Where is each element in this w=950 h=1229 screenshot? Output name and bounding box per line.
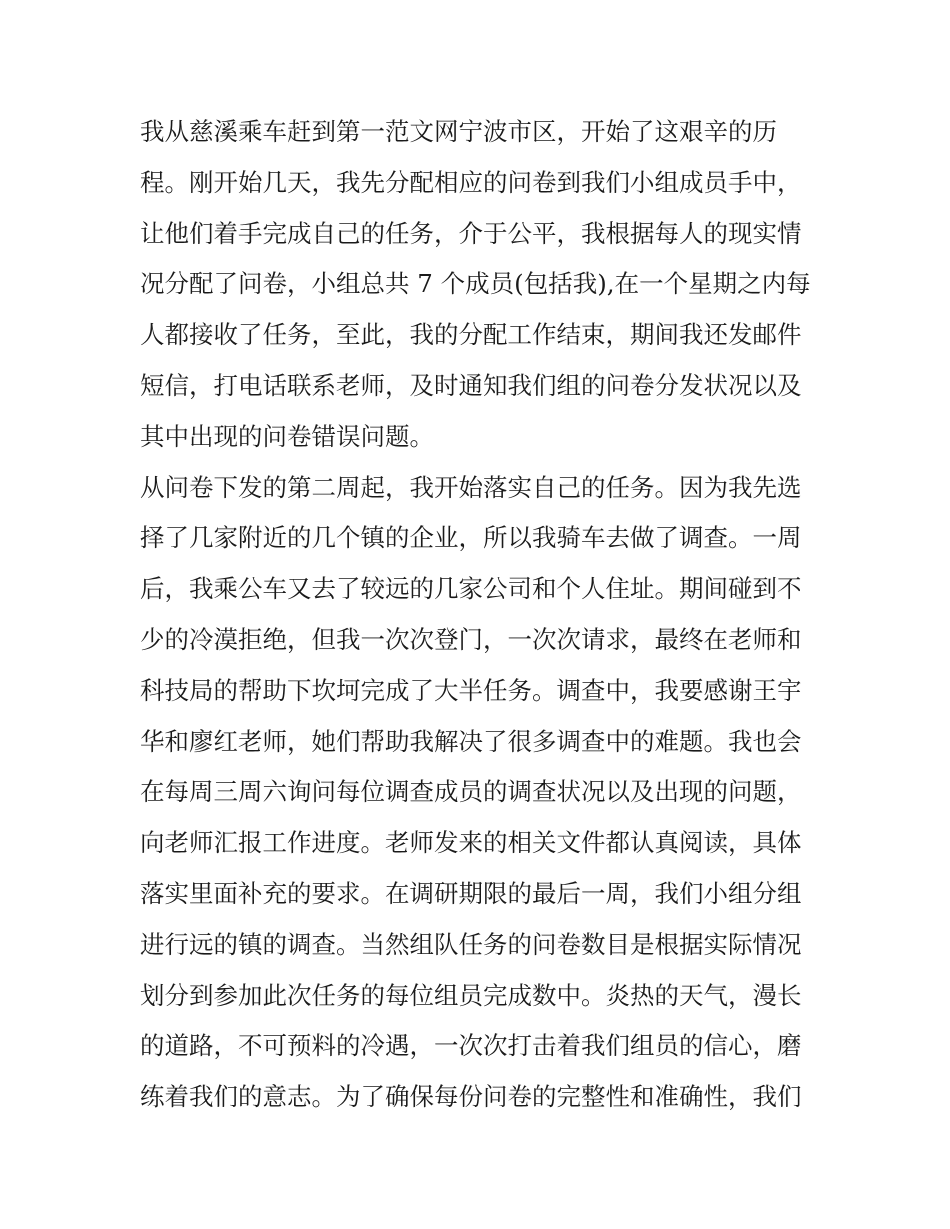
text-line: 我从慈溪乘车赶到第一范文网宁波市区，开始了这艰辛的历 bbox=[140, 117, 777, 146]
text-line: 人都接收了任务，至此，我的分配工作结束，期间我还发邮件 bbox=[140, 320, 802, 350]
text-line: 科技局的帮助下坎坷完成了大半任务。调查中，我要感谢王宇 bbox=[140, 675, 802, 705]
text-line: 从问卷下发的第二周起，我开始落实自己的任务。因为我先选 bbox=[140, 472, 802, 502]
text-line: 让他们着手完成自己的任务，介于公平，我根据每人的现实情 bbox=[140, 218, 802, 248]
text-line: 其中出现的问卷错误问题。 bbox=[140, 421, 434, 451]
text-line: 练着我们的意志。为了确保每份问卷的完整性和准确性，我们 bbox=[140, 1082, 802, 1112]
text-line: 在每周三周六询问每位调查成员的调查状况以及出现的问题， bbox=[140, 777, 802, 807]
text-line: 择了几家附近的几个镇的企业，所以我骑车去做了调查。一周 bbox=[140, 523, 802, 553]
text-line: 向老师汇报工作进度。老师发来的相关文件都认真阅读，具体 bbox=[140, 828, 802, 858]
text-line: 程。刚开始几天，我先分配相应的问卷到我们小组成员手中， bbox=[140, 167, 802, 197]
text-line: 进行远的镇的调查。当然组队任务的问卷数目是根据实际情况 bbox=[140, 929, 802, 959]
text-line: 落实里面补充的要求。在调研期限的最后一周，我们小组分组 bbox=[140, 878, 802, 908]
text-line: 划分到参加此次任务的每位组员完成数中。炎热的天气，漫长 bbox=[140, 980, 802, 1010]
body-text bbox=[140, 107, 820, 1123]
text-line: 的道路，不可预料的冷遇，一次次打击着我们组员的信心，磨 bbox=[140, 1031, 802, 1061]
text-line: 华和廖红老师，她们帮助我解决了很多调查中的难题。我也会 bbox=[140, 726, 802, 756]
text-line: 况分配了问卷，小组总共 7 个成员(包括我),在一个星期之内每 bbox=[140, 269, 811, 299]
text-line: 短信，打电话联系老师，及时通知我们组的问卷分发状况以及 bbox=[140, 370, 802, 400]
text-line: 后，我乘公车又去了较远的几家公司和个人住址。期间碰到不 bbox=[140, 574, 802, 604]
text-line: 少的冷漠拒绝，但我一次次登门，一次次请求，最终在老师和 bbox=[140, 624, 802, 654]
